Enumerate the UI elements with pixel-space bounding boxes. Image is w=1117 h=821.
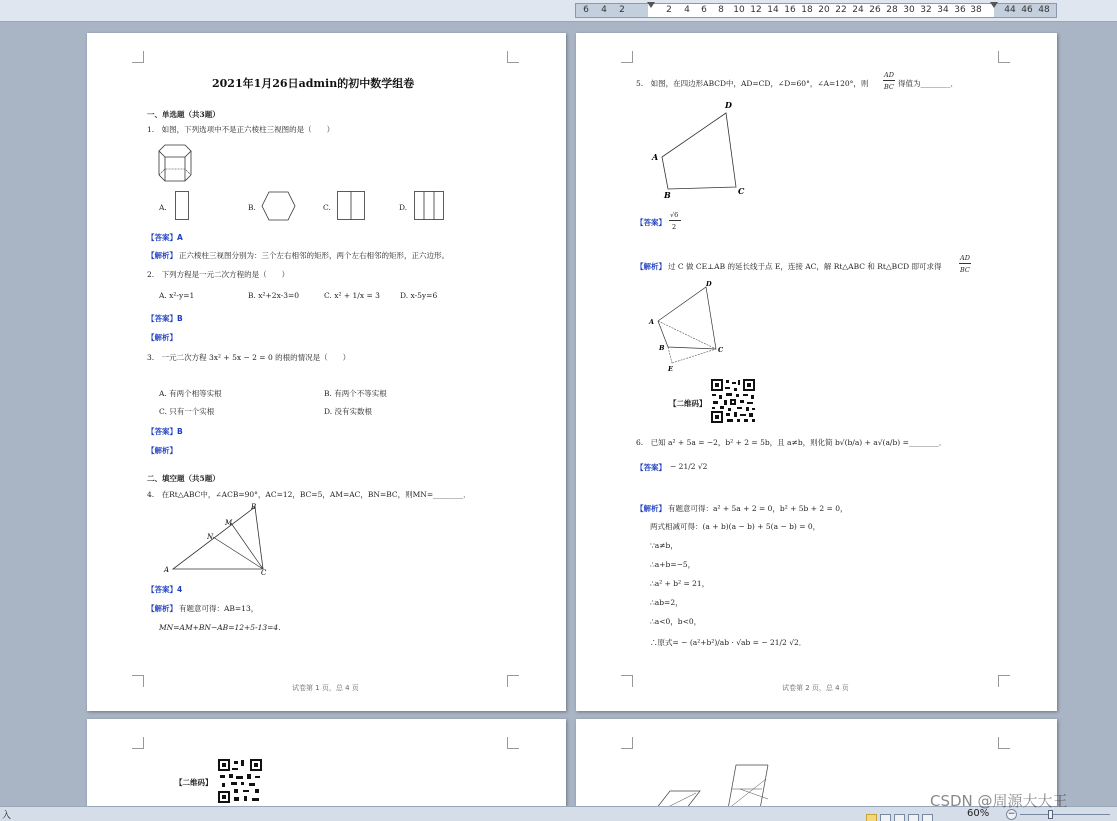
answer-6-value[interactable]: − 21/2 √2: [670, 462, 708, 471]
crop-mark: [507, 675, 519, 687]
q2-option-c[interactable]: C. x² + 1/x = 3: [324, 291, 380, 300]
analysis-6-step[interactable]: ∴原式= − (a²+b²)/ab · √ab = − 21/2 √2．: [650, 638, 807, 647]
vertex-label-m: M: [225, 519, 233, 527]
ruler-number: 32: [920, 5, 932, 15]
crop-mark: [998, 737, 1010, 749]
right-indent-marker[interactable]: [990, 2, 998, 8]
quadrilateral-construction-figure[interactable]: [646, 279, 736, 373]
ruler-number: 34: [937, 5, 949, 15]
view-mode-buttons[interactable]: [866, 809, 936, 821]
q3-option-b[interactable]: B. 有两个不等实根: [324, 389, 387, 398]
document-page-1[interactable]: [87, 33, 566, 711]
question-1[interactable]: 1. 如图，下列选项中不是正六棱柱三视图的是（ ）: [147, 125, 335, 134]
ruler-number: 44: [1004, 5, 1016, 15]
ruler-number: 48: [1038, 5, 1050, 15]
vertex-label-c: C: [738, 186, 745, 196]
analysis-3-tag[interactable]: 【解析】: [147, 446, 177, 455]
page-footer: 试卷第 2 页，总 4 页: [782, 684, 849, 692]
option-b-figure: [261, 191, 297, 221]
document-title[interactable]: 2021年1月26日admin的初中数学组卷: [212, 77, 415, 90]
outline-view-icon[interactable]: [908, 814, 919, 821]
q2-option-d[interactable]: D. x-5y=6: [400, 291, 438, 300]
qr-code-image[interactable]: [710, 378, 756, 424]
ruler-number: 4: [684, 5, 690, 15]
ruler-number: 10: [733, 5, 745, 15]
analysis-6-step[interactable]: ∴ab=2，: [650, 598, 683, 607]
ruler-number: 6: [583, 5, 589, 15]
zoom-level[interactable]: 60%: [967, 808, 990, 819]
q2-option-b[interactable]: B. x²+2x-3=0: [248, 291, 300, 300]
option-d-figure: [414, 191, 446, 221]
vertex-label-b: B: [659, 344, 665, 352]
ruler-number: 4: [601, 5, 607, 15]
zoom-out-button[interactable]: −: [1007, 809, 1016, 819]
analysis-5-numerator: AD: [960, 254, 970, 262]
draft-view-icon[interactable]: [922, 814, 933, 821]
hexagonal-prism-figure[interactable]: [159, 141, 195, 185]
crop-mark: [507, 51, 519, 63]
q5-frac-numerator: AD: [884, 71, 894, 79]
answer-2[interactable]: 【答案】B: [147, 314, 183, 323]
analysis-1-text[interactable]: 正六棱柱三视图分别为：三个左右相邻的矩形，两个左右相邻的矩形，正六边形。: [179, 251, 449, 260]
option-d-label[interactable]: D.: [399, 203, 408, 212]
ruler-number: 38: [970, 5, 982, 15]
crop-mark: [132, 675, 144, 687]
section-heading[interactable]: 二、填空题（共5题）: [147, 474, 220, 483]
option-c-figure: [337, 191, 367, 221]
vertex-label-a: A: [164, 566, 170, 574]
ruler-number: 20: [818, 5, 830, 15]
ruler-number: 18: [801, 5, 813, 15]
ruler-number: 16: [784, 5, 796, 15]
ruler-number: 2: [619, 5, 625, 15]
vertex-label-a: A: [652, 152, 659, 162]
answer-1[interactable]: 【答案】A: [147, 233, 183, 242]
answer-6-tag[interactable]: 【答案】: [636, 463, 666, 472]
qr-code-image[interactable]: [217, 758, 263, 804]
qr-code-label: 【二维码】: [669, 399, 707, 408]
page-footer: 试卷第 1 页，总 4 页: [292, 684, 359, 692]
vertex-label-n: N: [207, 533, 214, 541]
answer-5-numerator: √6: [670, 211, 679, 219]
ruler-number: 8: [718, 5, 724, 15]
ruler-number: 14: [767, 5, 779, 15]
first-line-indent-marker[interactable]: [647, 2, 655, 8]
web-layout-view-icon[interactable]: [894, 814, 905, 821]
status-text: 入: [2, 811, 12, 821]
analysis-6-step[interactable]: 有题意可得：a² + 5a + 2 = 0，b² + 5b + 2 = 0，: [668, 504, 848, 513]
crop-mark: [621, 675, 633, 687]
answer-3[interactable]: 【答案】B: [147, 427, 183, 436]
ruler-number: 24: [852, 5, 864, 15]
option-b-label[interactable]: B.: [248, 203, 256, 212]
q5-frac-denominator: BC: [884, 83, 894, 91]
quadrilateral-abcd-figure[interactable]: [646, 99, 756, 199]
analysis-1-tag[interactable]: 【解析】: [147, 251, 177, 260]
answer-5-frac-bar: [669, 220, 681, 221]
question-4[interactable]: 4. 在Rt△ABC中，∠ACB=90°，AC=12，BC=5，AM=AC，BN=BC，则MN=________．: [147, 490, 471, 499]
q2-option-a[interactable]: A. x²-y=1: [159, 291, 195, 300]
ruler-number: 46: [1021, 5, 1033, 15]
vertex-label-a: A: [649, 318, 655, 326]
analysis-6-step[interactable]: 两式相减可得：(a + b)(a − b) + 5(a − b) = 0，: [650, 522, 821, 531]
question-5[interactable]: 5. 如图，在四边形ABCD中，AD=CD，∠D=60°，∠A=120°，则: [636, 79, 869, 88]
vertex-label-c: C: [261, 569, 267, 577]
ruler-number: 12: [750, 5, 762, 15]
q5-frac-bar: [883, 80, 895, 81]
crop-mark: [621, 737, 633, 749]
triangle-abc-figure[interactable]: [161, 503, 271, 575]
analysis-6-step[interactable]: ∴a² + b² = 21，: [650, 579, 710, 588]
qr-code-label: 【二维码】: [175, 778, 213, 787]
q3-option-d[interactable]: D. 没有实数根: [324, 407, 373, 416]
ruler-strip[interactable]: [575, 3, 1057, 18]
crop-mark: [621, 51, 633, 63]
question-3[interactable]: 3. 一元二次方程 3x² + 5x − 2 = 0 的根的情况是（ ）: [147, 353, 351, 362]
analysis-5-frac-bar: [959, 263, 971, 264]
vertex-label-e: E: [668, 365, 673, 373]
ruler-number: 36: [954, 5, 966, 15]
question-2[interactable]: 2. 下列方程是一元二次方程的是（ ）: [147, 270, 290, 279]
analysis-6-step[interactable]: ∴a<0，b<0，: [650, 617, 702, 626]
document-page-2[interactable]: [576, 33, 1057, 711]
answer-5-denominator: 2: [672, 223, 677, 231]
watermark: CSDN @周源大大王: [930, 792, 1068, 810]
zoom-slider-thumb[interactable]: [1048, 810, 1053, 819]
vertex-label-d: D: [725, 100, 732, 110]
crop-mark: [132, 51, 144, 63]
vertex-label-b: B: [664, 190, 671, 200]
zoom-slider[interactable]: [1020, 814, 1110, 815]
document-page-3[interactable]: [87, 719, 566, 819]
analysis-5-text[interactable]: 过 C 做 CE⊥AB 的延长线于点 E，连接 AC，解 Rt△ABC 和 Rt△BCD 即可求得: [668, 262, 942, 271]
analysis-5-denominator: BC: [960, 266, 970, 274]
analysis-6-tag[interactable]: 【解析】: [636, 504, 666, 513]
ruler-number: 26: [869, 5, 881, 15]
option-c-label[interactable]: C.: [323, 203, 331, 212]
crop-mark: [998, 51, 1010, 63]
option-a-label[interactable]: A.: [159, 203, 167, 212]
ruler-number: 28: [886, 5, 898, 15]
q5-tail: 得值为________．: [898, 79, 958, 88]
analysis-2-tag[interactable]: 【解析】: [147, 333, 177, 342]
vertex-label-d: D: [706, 280, 712, 288]
crop-mark: [132, 737, 144, 749]
horizontal-ruler[interactable]: [0, 0, 1117, 22]
answer-5-tag[interactable]: 【答案】: [636, 218, 666, 227]
ruler-number: 30: [903, 5, 915, 15]
vertex-label-b: B: [251, 503, 257, 511]
section-heading[interactable]: 一、单选题（共3题）: [147, 110, 220, 119]
answer-4[interactable]: 【答案】4: [147, 585, 183, 594]
full-screen-reading-view-icon[interactable]: [880, 814, 891, 821]
q3-option-c[interactable]: C. 只有一个实根: [159, 407, 215, 416]
ruler-number: 22: [835, 5, 847, 15]
analysis-4-text[interactable]: 有题意可得：AB=13，: [179, 604, 259, 613]
question-6[interactable]: 6. 已知 a² + 5a = −2，b² + 2 = 5b，且 a≠b，则化简 b√(b/a) + a√(a/b) =________．: [636, 438, 947, 447]
option-a-figure: [175, 191, 189, 221]
vertex-label-c: C: [718, 346, 724, 354]
analysis-4-line2[interactable]: MN=AM+BN−AB=12+5-13=4．: [159, 623, 286, 632]
print-layout-view-icon[interactable]: [866, 814, 877, 821]
analysis-4-tag[interactable]: 【解析】: [147, 604, 177, 613]
q3-option-a[interactable]: A. 有两个相等实根: [159, 389, 222, 398]
analysis-6-step[interactable]: ∴a+b=−5，: [650, 560, 696, 569]
ruler-number: 6: [701, 5, 707, 15]
geometry-figure-partial[interactable]: [656, 759, 786, 809]
crop-mark: [998, 675, 1010, 687]
crop-mark: [507, 737, 519, 749]
ruler-number: 2: [666, 5, 672, 15]
analysis-5-tag[interactable]: 【解析】: [636, 262, 666, 271]
analysis-6-step[interactable]: ∵a≠b，: [650, 541, 678, 550]
